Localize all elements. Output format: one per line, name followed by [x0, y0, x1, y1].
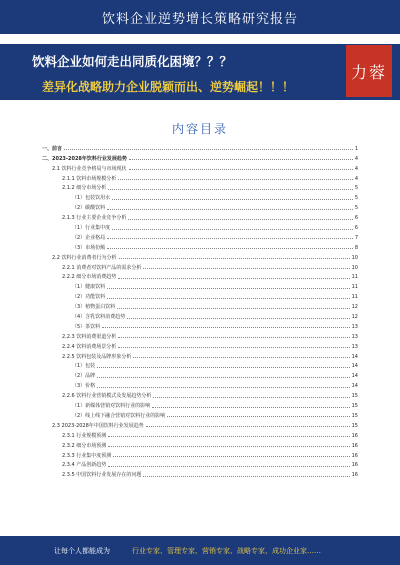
toc-leader-dots — [108, 465, 349, 467]
toc-entry-label: 2.3.4 产品创新趋势 — [62, 462, 107, 469]
toc-entry[interactable] — [42, 389, 358, 399]
toc-entry-label: 二、2023-2028年饮料行业发展趋势 — [42, 155, 127, 162]
report-title: 饮料企业逆势增长策略研究报告 — [101, 11, 298, 27]
toc-entry-page: 15 — [351, 412, 358, 419]
toc-leader-dots — [133, 356, 349, 358]
toc-entry-label: 2.3.3 行业集中度预测 — [62, 452, 112, 459]
toc-entry[interactable] — [42, 300, 358, 310]
toc-entry[interactable] — [42, 449, 358, 459]
toc-leader-dots — [112, 198, 353, 200]
toc-entry[interactable] — [42, 459, 358, 469]
footer-expert-list: 行业专家、管理专家、营销专家、战略专家、成功企业家…… — [132, 546, 321, 555]
toc-leader-dots — [107, 297, 349, 299]
toc-entry-page: 11 — [351, 284, 358, 291]
toc-title: 内容目录 — [171, 122, 228, 136]
report-title-bar — [0, 0, 400, 34]
toc-leader-dots — [153, 396, 349, 398]
toc-entry-page: 16 — [351, 462, 358, 469]
toc-leader-dots — [129, 158, 353, 160]
toc-entry-page: 16 — [351, 472, 358, 479]
toc-leader-dots — [113, 455, 349, 457]
headline-text: 饮料企业如何走出同质化困境？？？ — [32, 54, 233, 69]
toc-entry[interactable] — [42, 290, 358, 300]
toc-leader-dots — [129, 168, 353, 170]
toc-entry-label: （5）茶饮料 — [72, 323, 101, 330]
footer-slogan: 让每个人都能成为 — [54, 546, 110, 555]
toc-entry-label: （3）价格 — [72, 383, 96, 390]
toc-entry[interactable] — [42, 231, 358, 241]
toc-entry[interactable] — [42, 379, 358, 389]
toc-leader-dots — [112, 228, 353, 230]
toc-entry-label: 2.2.2 细分市场消费趋势 — [62, 274, 117, 281]
toc-entry-page: 16 — [351, 442, 358, 449]
toc-entry-page: 4 — [354, 165, 358, 172]
toc-entry[interactable] — [42, 280, 358, 290]
toc-entry-page: 14 — [351, 383, 358, 390]
toc-entry-label: 2.1 饮料行业竞争格局与市场现状 — [52, 165, 127, 172]
toc-leader-dots — [107, 287, 349, 289]
toc-entry-label: 2.2.6 饮料行业营销模式及发展趋势分析 — [62, 393, 152, 400]
toc-entry[interactable] — [42, 468, 358, 478]
toc-entry-page: 10 — [351, 254, 358, 261]
toc-entry-label: （3）植物蛋白饮料 — [72, 304, 116, 311]
toc-entry[interactable] — [42, 172, 358, 182]
toc-leader-dots — [97, 366, 349, 368]
toc-entry-page: 8 — [354, 244, 358, 251]
toc-entry[interactable] — [42, 429, 358, 439]
toc-entry-page: 15 — [351, 422, 358, 429]
toc-entry[interactable] — [42, 162, 358, 172]
toc-entry-page: 14 — [351, 373, 358, 380]
toc-entry-label: 2.2.1 消费者对饮料产品的需求分析 — [62, 264, 142, 271]
toc-entry-label: 2.2.4 饮料消费场景分析 — [62, 343, 117, 350]
toc-entry-page: 13 — [351, 323, 358, 330]
toc-entry-label: （1）包装 — [72, 363, 96, 370]
toc-entry-label: （1）包装饮用水 — [72, 195, 111, 202]
toc-leader-dots — [107, 208, 353, 210]
toc-entry[interactable] — [42, 152, 358, 162]
toc-leader-dots — [117, 307, 349, 309]
subheadline-text: 差异化战略助力企业脱颖而出、逆势崛起！！！ — [42, 80, 295, 94]
toc-entry-label: （2）功能饮料 — [72, 294, 106, 301]
toc-entry-label: 2.3.2 细分市场预测 — [62, 442, 107, 449]
toc-entry-page: 10 — [351, 264, 358, 271]
toc-entry-page: 7 — [354, 234, 358, 241]
toc-leader-dots — [118, 336, 349, 338]
toc-entry[interactable] — [42, 241, 358, 251]
toc-entry-label: 2.1.3 行业主要企业竞争分析 — [62, 215, 127, 222]
brand-logo-text: 力蓉 — [350, 62, 387, 82]
toc-entry-page: 5 — [354, 205, 358, 212]
toc-entry-label: 2.3.5 中国饮料行业发展存在的问题 — [62, 472, 142, 479]
toc-entry-page: 13 — [351, 333, 358, 340]
toc-leader-dots — [118, 178, 353, 180]
toc-entry-page: 11 — [351, 274, 358, 281]
toc-entry-label: （4）含乳饮料消费趋势 — [72, 314, 126, 321]
toc-entry-label: （2）碳酸饮料 — [72, 205, 106, 212]
toc-leader-dots — [107, 247, 353, 249]
toc-leader-dots — [108, 435, 349, 437]
toc-entry[interactable] — [42, 310, 358, 320]
toc-entry[interactable] — [42, 360, 358, 370]
toc-entry-label: 2.1.1 饮料市场规模分析 — [62, 175, 117, 182]
toc-entry[interactable] — [42, 439, 358, 449]
toc-leader-dots — [118, 277, 349, 279]
toc-leader-dots — [119, 257, 350, 259]
toc-entry-page: 1 — [354, 145, 358, 152]
toc-entry-label: （1）健康饮料 — [72, 284, 106, 291]
toc-entry[interactable] — [42, 261, 358, 271]
toc-entry[interactable] — [42, 399, 358, 409]
toc-entry[interactable] — [42, 350, 358, 360]
toc-leader-dots — [64, 148, 353, 150]
toc-leader-dots — [118, 346, 349, 348]
toc-entry-label: （2）品牌 — [72, 373, 96, 380]
toc-entry-page: 6 — [354, 215, 358, 222]
toc-entry-page: 4 — [354, 155, 358, 162]
toc-entry-label: 2.3.1 行业规模预测 — [62, 432, 107, 439]
toc-leader-dots — [102, 326, 349, 328]
toc-entry[interactable] — [42, 320, 358, 330]
brand-logo — [346, 45, 392, 97]
toc-entry[interactable] — [42, 251, 358, 261]
toc-entry[interactable] — [42, 182, 358, 192]
toc-leader-dots — [108, 445, 349, 447]
toc-entry[interactable] — [42, 271, 358, 281]
toc-entry-label: 2.2.5 饮料包装及品牌形象分析 — [62, 353, 132, 360]
toc-leader-dots — [107, 237, 353, 239]
toc-entry-page: 5 — [354, 195, 358, 202]
toc-entry-label: 2.1.2 细分市场分析 — [62, 185, 107, 192]
toc-leader-dots — [143, 267, 349, 269]
toc-entry-page: 12 — [351, 304, 358, 311]
toc-entry-page: 4 — [354, 175, 358, 182]
toc-entry-page: 14 — [351, 353, 358, 360]
toc-leader-dots — [128, 218, 352, 220]
toc-entry-label: （1）行业集中度 — [72, 225, 111, 232]
toc-leader-dots — [97, 376, 349, 378]
toc-leader-dots — [146, 425, 350, 427]
toc-entry-label: 一、前言 — [42, 145, 63, 152]
toc-entry[interactable] — [42, 419, 358, 429]
toc-entry-page: 13 — [351, 343, 358, 350]
toc-entry-page: 5 — [354, 185, 358, 192]
toc-entry-page: 15 — [351, 393, 358, 400]
toc-leader-dots — [167, 415, 349, 417]
table-of-contents — [42, 142, 358, 478]
toc-entry-page: 12 — [351, 314, 358, 321]
toc-entry-label: （2）企业格局 — [72, 234, 106, 241]
footer-bar — [0, 536, 400, 565]
toc-leader-dots — [127, 317, 349, 319]
toc-entry-label: （1）新媒体营销对饮料行业的影响 — [72, 403, 151, 410]
toc-entry[interactable] — [42, 191, 358, 201]
toc-entry[interactable] — [42, 201, 358, 211]
toc-entry-page: 16 — [351, 452, 358, 459]
toc-entry-page: 16 — [351, 432, 358, 439]
toc-entry[interactable] — [42, 142, 358, 152]
toc-leader-dots — [143, 475, 349, 477]
toc-entry[interactable] — [42, 211, 358, 221]
toc-leader-dots — [108, 188, 353, 190]
toc-entry-label: 2.3 2023-2028年中国饮料行业发展趋势 — [52, 422, 144, 429]
toc-entry[interactable] — [42, 221, 358, 231]
toc-entry-page: 15 — [351, 403, 358, 410]
toc-entry[interactable] — [42, 369, 358, 379]
toc-entry-page: 11 — [351, 294, 358, 301]
toc-entry-label: 2.2.3 饮料消费渠道分析 — [62, 333, 117, 340]
toc-entry-label: （2）线上线下融合营销对饮料行业的影响 — [72, 412, 166, 419]
toc-leader-dots — [97, 386, 349, 388]
toc-entry[interactable] — [42, 340, 358, 350]
toc-leader-dots — [152, 406, 349, 408]
toc-entry[interactable] — [42, 330, 358, 340]
toc-entry-page: 6 — [354, 225, 358, 232]
toc-entry-page: 14 — [351, 363, 358, 370]
toc-entry-label: 2.2 饮料行业消费者行为分析 — [52, 254, 117, 261]
toc-entry[interactable] — [42, 409, 358, 419]
toc-entry-label: （3）市场份额 — [72, 244, 106, 251]
